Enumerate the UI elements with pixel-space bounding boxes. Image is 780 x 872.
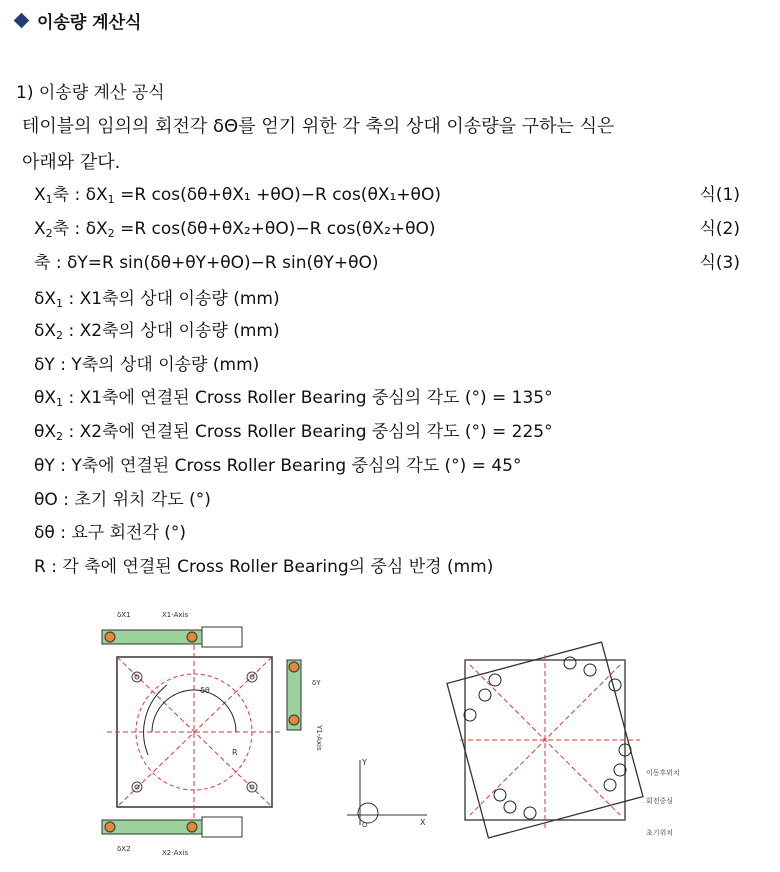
x2-actuator	[102, 817, 242, 837]
intro-line-1: 테이블의 임의의 회전각 δΘ를 얻기 위한 각 축의 상대 이송량을 구하는 식은	[22, 116, 615, 137]
intro-line-2: 아래와 같다.	[22, 152, 121, 173]
dx1-label: δX1	[117, 611, 131, 619]
definition-r: R : 각 축에 연결된 Cross Roller Bearing의 중심 반경 (mm)	[34, 557, 494, 577]
y-axis-label: Y1-Axis	[315, 725, 323, 751]
definition-thetax1: $\theta X_1$ : X1축에 연결된 Cross Roller Bearing 중심의 각도 (°) = 135°	[34, 388, 553, 409]
coordinate-axes-diagram	[342, 755, 432, 835]
x2-axis-label: X2-Axis	[162, 849, 189, 857]
equation-number: 식(2)	[699, 219, 740, 239]
section-heading	[16, 8, 141, 33]
diamond-icon	[14, 13, 30, 29]
y-label: Y	[362, 758, 367, 767]
definition-dtheta: δθ : 요구 회전각 (°)	[34, 523, 187, 543]
x1-actuator	[102, 627, 242, 647]
equation-number: 식(1)	[699, 185, 740, 205]
equation-3: 축 : δY=R sin(δθ+θY+θO)−R sin(θY+θO) 식(3)	[34, 248, 740, 273]
definition-dx2: $\delta X_2$ : X2축의 상대 이송량 (mm)	[34, 321, 280, 342]
rotation-center-label: 회전중심	[646, 797, 674, 805]
dy-label: δY	[312, 679, 321, 687]
equation-1: $X_1$축 : $\delta X_1 =R$ cos(δθ+θX₁ +θO)−R cos(θX₁+θO) 식(1)	[34, 180, 740, 205]
definition-thetay: θY : Y축에 연결된 Cross Roller Bearing 중심의 각도 (°) = 45°	[34, 456, 522, 476]
stage-top-view-diagram	[92, 605, 332, 865]
dx2-label: δX2	[117, 845, 131, 853]
o-label: O	[362, 821, 368, 829]
r-label: R	[232, 748, 238, 757]
dtheta-label: δθ	[200, 686, 210, 695]
section-title: 1) 이송량 계산 공식	[16, 83, 165, 103]
x-label: X	[420, 818, 426, 827]
rotation-arc	[144, 685, 167, 755]
heading-title: 이송량 계산식	[37, 13, 142, 33]
definition-thetao: θO : 초기 위치 각도 (°)	[34, 490, 211, 510]
initial-position-label: 초기위치	[646, 829, 674, 837]
x1-axis-label: X1-Axis	[162, 611, 189, 619]
definition-dy: δY : Y축의 상대 이송량 (mm)	[34, 355, 260, 375]
origin-circle	[358, 803, 378, 823]
equation-number: 식(3)	[699, 253, 740, 273]
definition-thetax2: $\theta X_2$ : X2축에 연결된 Cross Roller Bearing 중심의 각도 (°) = 225°	[34, 422, 553, 443]
rotation-diagram	[440, 625, 680, 865]
definition-dx1: $\delta X_1$ : X1축의 상대 이송량 (mm)	[34, 289, 280, 310]
bearings	[464, 657, 631, 819]
y-actuator	[287, 660, 301, 730]
equation-2: $X_2$축 : $\delta X_2 =R$ cos(δθ+θX₂+θO)−R cos(θX₂+θO) 식(2)	[34, 214, 740, 239]
after-move-label: 이동후위치	[646, 769, 680, 777]
